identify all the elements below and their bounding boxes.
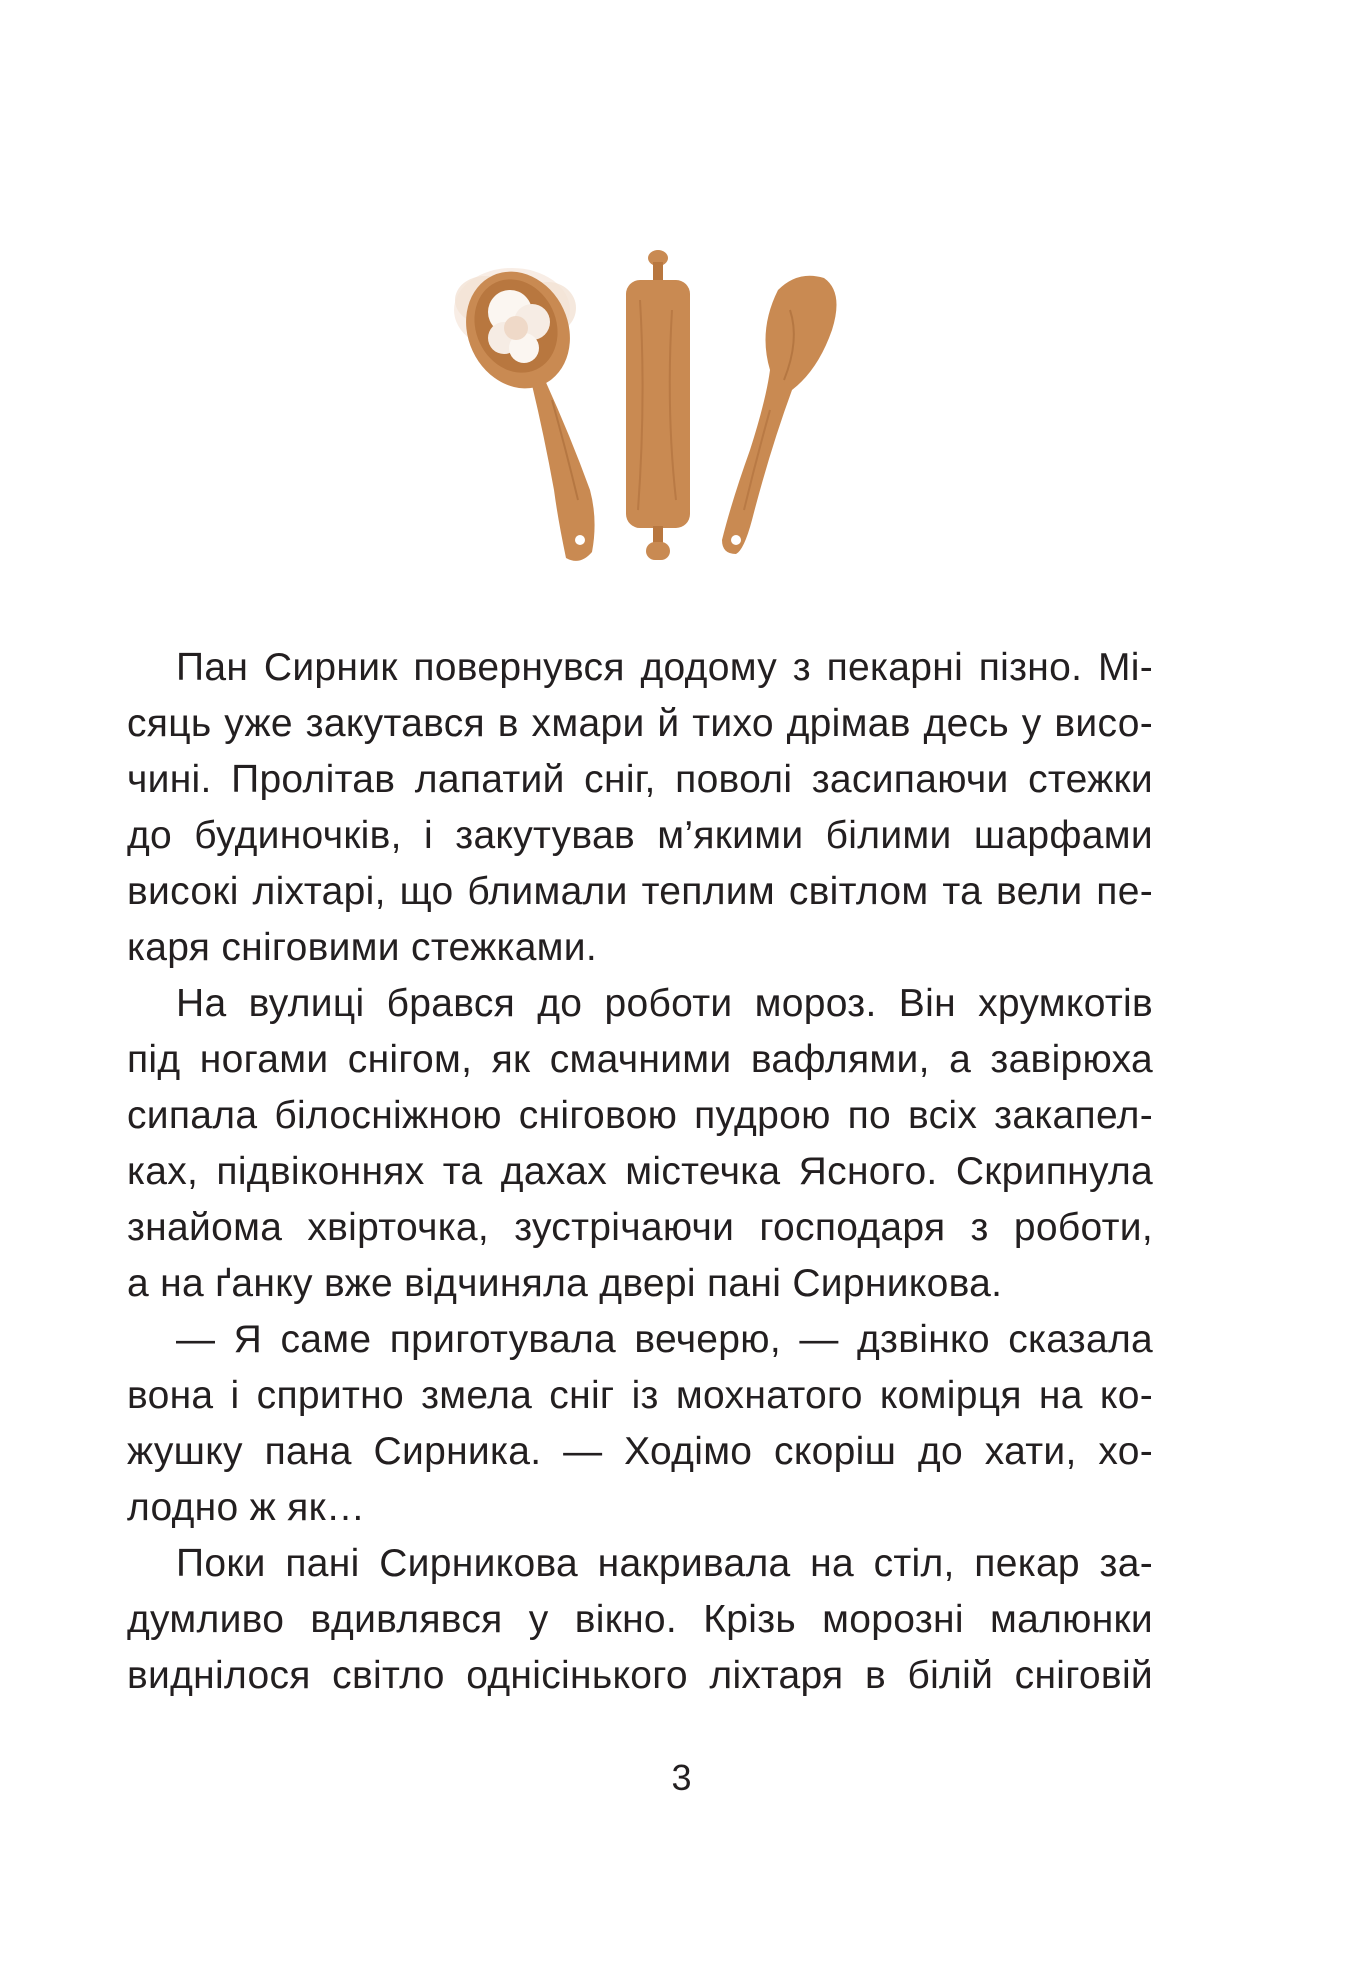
- text-line: думливо вдивлявся у вікно. Крізь морозні малюнки: [127, 1598, 1153, 1641]
- text-line: високі ліхтарі, що блимали теплим світлом та вели пе-: [127, 870, 1153, 913]
- text-line: виднілося світло однісінького ліхтаря в білій сніговій: [127, 1654, 1153, 1697]
- text-line: лодно ж як…: [127, 1486, 366, 1529]
- text-line: до будиночків, і закутував м’якими білими шарфами: [127, 814, 1153, 857]
- text-line: чині. Пролітав лапатий сніг, поволі засипаючи стежки: [127, 758, 1153, 801]
- wooden-spoon-icon: [447, 254, 594, 560]
- text-line: знайома хвірточка, зустрічаючи господаря з роботи,: [127, 1206, 1153, 1249]
- text-line: сипала білосніжною сніговою пудрою по всіх закапел-: [127, 1094, 1153, 1137]
- text-line: На вулиці брався до роботи мороз. Він хрумкотів: [176, 982, 1153, 1025]
- text-line: під ногами снігом, як смачними вафлями, а завірюха: [127, 1038, 1153, 1081]
- rolling-pin-icon: [626, 250, 690, 560]
- text-line: ках, підвіконнях та дахах містечка Ясного. Скрипнула: [127, 1150, 1153, 1193]
- text-line: вона і спритно змела сніг із мохнатого комірця на ко-: [127, 1374, 1153, 1417]
- text-line: жушку пана Сирника. — Ходімо скоріш до хати, хо-: [127, 1430, 1153, 1473]
- text-line: а на ґанку вже відчиняла двері пані Сирникова.: [127, 1262, 1003, 1305]
- text-line: каря сніговими стежками.: [127, 926, 598, 969]
- text-line: сяць уже закутався в хмари й тихо дрімав десь у висо-: [127, 702, 1153, 745]
- page-number: 3: [671, 1757, 692, 1798]
- kitchen-utensils-illustration: [440, 250, 880, 580]
- text-line: — Я саме приготувала вечерю, — дзвінко сказала: [176, 1318, 1153, 1361]
- text-line: Пан Сирник повернувся додому з пекарні пізно. Мі-: [176, 646, 1153, 689]
- text-line: Поки пані Сирникова накривала на стіл, пекар за-: [176, 1542, 1153, 1585]
- wooden-spatula-icon: [722, 276, 837, 554]
- story-text: [127, 640, 1153, 1704]
